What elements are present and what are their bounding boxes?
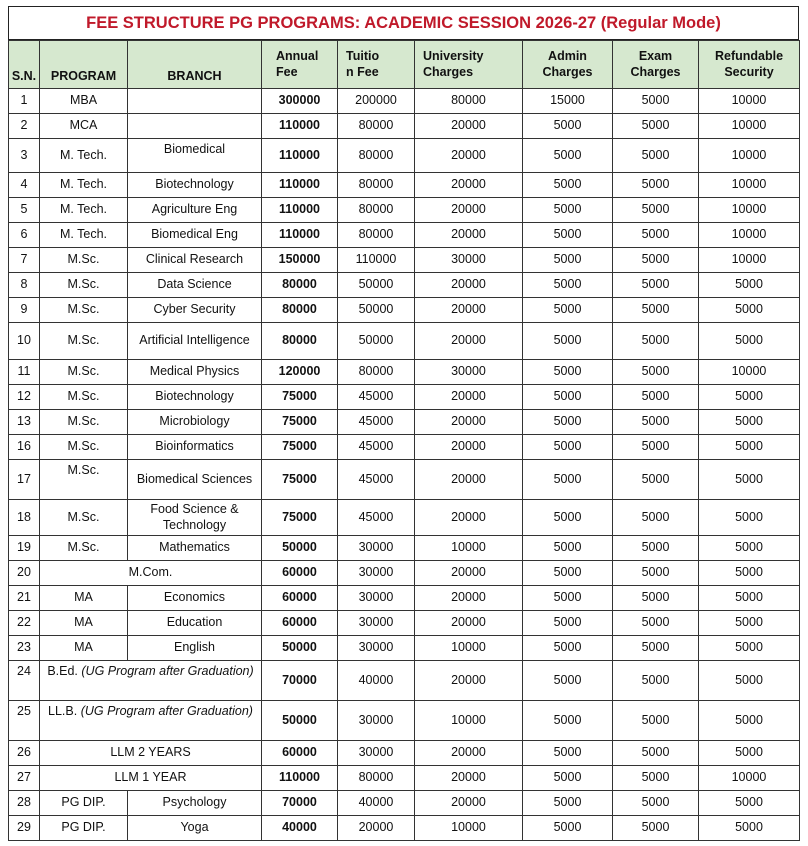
tuition-fee-cell: 80000 bbox=[338, 173, 415, 198]
program-cell: M.Sc. bbox=[40, 385, 128, 410]
admin-charges-cell: 5000 bbox=[523, 273, 613, 298]
branch-cell: Mathematics bbox=[128, 536, 262, 561]
sn-cell: 8 bbox=[9, 273, 40, 298]
university-charges-cell: 20000 bbox=[415, 741, 523, 766]
annual-fee-cell: 110000 bbox=[262, 114, 338, 139]
exam-charges-cell: 5000 bbox=[613, 248, 699, 273]
tuition-fee-cell: 80000 bbox=[338, 114, 415, 139]
tuition-fee-cell: 45000 bbox=[338, 500, 415, 536]
tuition-fee-cell: 80000 bbox=[338, 360, 415, 385]
program-cell bbox=[40, 741, 262, 766]
tuition-fee-cell: 45000 bbox=[338, 460, 415, 500]
branch-cell: Biomedical Sciences bbox=[128, 460, 262, 500]
annual-fee-cell: 110000 bbox=[262, 766, 338, 791]
exam-charges-cell: 5000 bbox=[613, 435, 699, 460]
exam-charges-cell: 5000 bbox=[613, 273, 699, 298]
sn-cell: 1 bbox=[9, 89, 40, 114]
program-cell: M.Sc. bbox=[40, 500, 128, 536]
sn-cell: 3 bbox=[9, 139, 40, 173]
program-cell: M.Sc. bbox=[40, 410, 128, 435]
table-row bbox=[9, 198, 800, 223]
branch-cell: Agriculture Eng bbox=[128, 198, 262, 223]
table-row bbox=[9, 460, 800, 500]
security-cell: 5000 bbox=[699, 323, 800, 360]
program-cell: M. Tech. bbox=[40, 139, 128, 173]
program-cell: M.Sc. bbox=[40, 360, 128, 385]
security-cell: 5000 bbox=[699, 435, 800, 460]
exam-charges-cell: 5000 bbox=[613, 139, 699, 173]
admin-charges-cell: 5000 bbox=[523, 173, 613, 198]
annual-fee-cell: 75000 bbox=[262, 410, 338, 435]
annual-fee-cell: 70000 bbox=[262, 791, 338, 816]
branch-cell: Data Science bbox=[128, 273, 262, 298]
tuition-fee-cell: 45000 bbox=[338, 410, 415, 435]
annual-fee-cell: 120000 bbox=[262, 360, 338, 385]
admin-charges-cell: 5000 bbox=[523, 701, 613, 741]
annual-fee-cell: 80000 bbox=[262, 273, 338, 298]
university-charges-cell: 20000 bbox=[415, 273, 523, 298]
sn-cell: 16 bbox=[9, 435, 40, 460]
program-cell: M.Sc. bbox=[40, 248, 128, 273]
program-cell: M.Sc. bbox=[40, 536, 128, 561]
branch-cell: Biotechnology bbox=[128, 173, 262, 198]
admin-charges-cell: 5000 bbox=[523, 223, 613, 248]
exam-charges-cell: 5000 bbox=[613, 636, 699, 661]
tuition-fee-cell: 30000 bbox=[338, 741, 415, 766]
university-charges-cell: 20000 bbox=[415, 223, 523, 248]
exam-charges-cell: 5000 bbox=[613, 360, 699, 385]
sn-cell: 28 bbox=[9, 791, 40, 816]
annual-fee-cell: 60000 bbox=[262, 561, 338, 586]
university-charges-cell: 20000 bbox=[415, 791, 523, 816]
admin-charges-cell: 5000 bbox=[523, 766, 613, 791]
branch-cell: Clinical Research bbox=[128, 248, 262, 273]
program-cell: M.Sc. bbox=[40, 460, 128, 500]
exam-charges-cell: 5000 bbox=[613, 460, 699, 500]
tuition-fee-cell: 30000 bbox=[338, 701, 415, 741]
table-row bbox=[9, 661, 800, 701]
branch-cell bbox=[128, 114, 262, 139]
branch-cell: Biomedical Eng bbox=[128, 223, 262, 248]
annual-fee-cell: 110000 bbox=[262, 198, 338, 223]
program-cell: PG DIP. bbox=[40, 791, 128, 816]
program-cell: M.Sc. bbox=[40, 323, 128, 360]
admin-charges-cell: 5000 bbox=[523, 114, 613, 139]
university-charges-cell: 20000 bbox=[415, 385, 523, 410]
sn-cell: 20 bbox=[9, 561, 40, 586]
fee-table bbox=[8, 40, 800, 841]
exam-charges-cell: 5000 bbox=[613, 766, 699, 791]
header-admin-charges: Admin Charges bbox=[523, 41, 613, 89]
sn-cell: 25 bbox=[9, 701, 40, 741]
annual-fee-cell: 110000 bbox=[262, 139, 338, 173]
university-charges-cell: 20000 bbox=[415, 460, 523, 500]
table-row bbox=[9, 500, 800, 536]
university-charges-cell: 20000 bbox=[415, 114, 523, 139]
security-cell: 10000 bbox=[699, 223, 800, 248]
table-row bbox=[9, 636, 800, 661]
program-cell: MBA bbox=[40, 89, 128, 114]
exam-charges-cell: 5000 bbox=[613, 385, 699, 410]
sn-cell: 13 bbox=[9, 410, 40, 435]
annual-fee-cell: 110000 bbox=[262, 173, 338, 198]
branch-cell: Artificial Intelligence bbox=[128, 323, 262, 360]
exam-charges-cell: 5000 bbox=[613, 89, 699, 114]
exam-charges-cell: 5000 bbox=[613, 586, 699, 611]
security-cell: 5000 bbox=[699, 536, 800, 561]
branch-cell: Cyber Security bbox=[128, 298, 262, 323]
table-row bbox=[9, 816, 800, 841]
branch-cell: Psychology bbox=[128, 791, 262, 816]
table-row bbox=[9, 701, 800, 741]
branch-cell: English bbox=[128, 636, 262, 661]
exam-charges-cell: 5000 bbox=[613, 791, 699, 816]
program-cell: MCA bbox=[40, 114, 128, 139]
program-cell: M.Sc. bbox=[40, 435, 128, 460]
sn-cell: 10 bbox=[9, 323, 40, 360]
annual-fee-cell: 60000 bbox=[262, 741, 338, 766]
admin-charges-cell: 5000 bbox=[523, 298, 613, 323]
exam-charges-cell: 5000 bbox=[613, 173, 699, 198]
university-charges-cell: 20000 bbox=[415, 298, 523, 323]
tuition-fee-cell: 80000 bbox=[338, 766, 415, 791]
university-charges-cell: 10000 bbox=[415, 636, 523, 661]
university-charges-cell: 10000 bbox=[415, 816, 523, 841]
security-cell: 5000 bbox=[699, 816, 800, 841]
header-tuition-fee: Tuitio n Fee bbox=[338, 41, 415, 89]
admin-charges-cell: 5000 bbox=[523, 460, 613, 500]
program-cell: M. Tech. bbox=[40, 223, 128, 248]
security-cell: 10000 bbox=[699, 198, 800, 223]
security-cell: 5000 bbox=[699, 561, 800, 586]
university-charges-cell: 30000 bbox=[415, 248, 523, 273]
branch-cell: Medical Physics bbox=[128, 360, 262, 385]
university-charges-cell: 20000 bbox=[415, 766, 523, 791]
admin-charges-cell: 5000 bbox=[523, 500, 613, 536]
table-row bbox=[9, 561, 800, 586]
admin-charges-cell: 5000 bbox=[523, 611, 613, 636]
branch-cell: Education bbox=[128, 611, 262, 636]
security-cell: 5000 bbox=[699, 701, 800, 741]
table-row bbox=[9, 298, 800, 323]
university-charges-cell: 20000 bbox=[415, 173, 523, 198]
university-charges-cell: 20000 bbox=[415, 139, 523, 173]
university-charges-cell: 20000 bbox=[415, 586, 523, 611]
security-cell: 10000 bbox=[699, 173, 800, 198]
university-charges-cell: 20000 bbox=[415, 500, 523, 536]
admin-charges-cell: 5000 bbox=[523, 636, 613, 661]
security-cell: 10000 bbox=[699, 139, 800, 173]
annual-fee-cell: 50000 bbox=[262, 701, 338, 741]
table-row bbox=[9, 766, 800, 791]
security-cell: 5000 bbox=[699, 611, 800, 636]
security-cell: 5000 bbox=[699, 586, 800, 611]
table-row bbox=[9, 248, 800, 273]
exam-charges-cell: 5000 bbox=[613, 114, 699, 139]
header-row bbox=[9, 41, 800, 89]
table-row bbox=[9, 323, 800, 360]
university-charges-cell: 10000 bbox=[415, 701, 523, 741]
annual-fee-cell: 110000 bbox=[262, 223, 338, 248]
program-cell: MA bbox=[40, 636, 128, 661]
tuition-fee-cell: 80000 bbox=[338, 139, 415, 173]
header-refundable-security: Refundable Security bbox=[699, 41, 800, 89]
tuition-fee-cell: 30000 bbox=[338, 586, 415, 611]
tuition-fee-cell: 30000 bbox=[338, 611, 415, 636]
admin-charges-cell: 5000 bbox=[523, 435, 613, 460]
branch-cell: Food Science & Technology bbox=[128, 500, 262, 536]
table-row bbox=[9, 410, 800, 435]
annual-fee-cell: 300000 bbox=[262, 89, 338, 114]
annual-fee-cell: 60000 bbox=[262, 611, 338, 636]
program-cell: MA bbox=[40, 586, 128, 611]
tuition-fee-cell: 30000 bbox=[338, 636, 415, 661]
admin-charges-cell: 5000 bbox=[523, 561, 613, 586]
admin-charges-cell: 5000 bbox=[523, 536, 613, 561]
sn-cell: 26 bbox=[9, 741, 40, 766]
security-cell: 5000 bbox=[699, 636, 800, 661]
university-charges-cell: 80000 bbox=[415, 89, 523, 114]
admin-charges-cell: 5000 bbox=[523, 816, 613, 841]
exam-charges-cell: 5000 bbox=[613, 410, 699, 435]
branch-cell: Economics bbox=[128, 586, 262, 611]
exam-charges-cell: 5000 bbox=[613, 323, 699, 360]
program-cell: M. Tech. bbox=[40, 173, 128, 198]
university-charges-cell: 20000 bbox=[415, 435, 523, 460]
tuition-fee-cell: 30000 bbox=[338, 536, 415, 561]
exam-charges-cell: 5000 bbox=[613, 661, 699, 701]
header-exam-charges: Exam Charges bbox=[613, 41, 699, 89]
university-charges-cell: 20000 bbox=[415, 611, 523, 636]
university-charges-cell: 20000 bbox=[415, 323, 523, 360]
program-cell: M. Tech. bbox=[40, 198, 128, 223]
annual-fee-cell: 60000 bbox=[262, 586, 338, 611]
table-row bbox=[9, 435, 800, 460]
annual-fee-cell: 75000 bbox=[262, 500, 338, 536]
annual-fee-cell: 75000 bbox=[262, 435, 338, 460]
annual-fee-cell: 150000 bbox=[262, 248, 338, 273]
header-program: PROGRAM bbox=[40, 41, 128, 89]
security-cell: 10000 bbox=[699, 89, 800, 114]
annual-fee-cell: 50000 bbox=[262, 536, 338, 561]
header-sn: S.N. bbox=[9, 41, 40, 89]
university-charges-cell: 10000 bbox=[415, 536, 523, 561]
sn-cell: 6 bbox=[9, 223, 40, 248]
table-row bbox=[9, 536, 800, 561]
branch-cell: Biomedical bbox=[128, 139, 262, 173]
exam-charges-cell: 5000 bbox=[613, 198, 699, 223]
header-branch: BRANCH bbox=[128, 41, 262, 89]
sn-cell: 29 bbox=[9, 816, 40, 841]
sn-cell: 9 bbox=[9, 298, 40, 323]
admin-charges-cell: 5000 bbox=[523, 661, 613, 701]
university-charges-cell: 20000 bbox=[415, 561, 523, 586]
sn-cell: 7 bbox=[9, 248, 40, 273]
annual-fee-cell: 75000 bbox=[262, 385, 338, 410]
tuition-fee-cell: 45000 bbox=[338, 435, 415, 460]
university-charges-cell: 30000 bbox=[415, 360, 523, 385]
annual-fee-cell: 80000 bbox=[262, 298, 338, 323]
header-annual-fee: Annual Fee bbox=[262, 41, 338, 89]
branch-cell: Yoga bbox=[128, 816, 262, 841]
sn-cell: 11 bbox=[9, 360, 40, 385]
admin-charges-cell: 5000 bbox=[523, 410, 613, 435]
tuition-fee-cell: 50000 bbox=[338, 323, 415, 360]
admin-charges-cell: 5000 bbox=[523, 741, 613, 766]
security-cell: 5000 bbox=[699, 410, 800, 435]
program-cell: MA bbox=[40, 611, 128, 636]
tuition-fee-cell: 110000 bbox=[338, 248, 415, 273]
sn-cell: 22 bbox=[9, 611, 40, 636]
exam-charges-cell: 5000 bbox=[613, 611, 699, 636]
program-note: (UG Program after Graduation) bbox=[81, 664, 254, 678]
branch-cell: Bioinformatics bbox=[128, 435, 262, 460]
exam-charges-cell: 5000 bbox=[613, 536, 699, 561]
sn-cell: 21 bbox=[9, 586, 40, 611]
admin-charges-cell: 5000 bbox=[523, 791, 613, 816]
tuition-fee-cell: 30000 bbox=[338, 561, 415, 586]
tuition-fee-cell: 45000 bbox=[338, 385, 415, 410]
tuition-fee-cell: 200000 bbox=[338, 89, 415, 114]
program-note: (UG Program after Graduation) bbox=[80, 704, 253, 718]
table-row bbox=[9, 586, 800, 611]
tuition-fee-cell: 50000 bbox=[338, 273, 415, 298]
sn-cell: 5 bbox=[9, 198, 40, 223]
tuition-fee-cell: 50000 bbox=[338, 298, 415, 323]
security-cell: 10000 bbox=[699, 360, 800, 385]
university-charges-cell: 20000 bbox=[415, 661, 523, 701]
annual-fee-cell: 75000 bbox=[262, 460, 338, 500]
program-cell bbox=[40, 701, 262, 741]
exam-charges-cell: 5000 bbox=[613, 500, 699, 536]
tuition-fee-cell: 20000 bbox=[338, 816, 415, 841]
program-cell bbox=[40, 766, 262, 791]
program-cell: M.Sc. bbox=[40, 273, 128, 298]
admin-charges-cell: 5000 bbox=[523, 586, 613, 611]
program-cell bbox=[40, 561, 262, 586]
security-cell: 10000 bbox=[699, 114, 800, 139]
sn-cell: 24 bbox=[9, 661, 40, 701]
program-name: LL.B. bbox=[48, 704, 78, 718]
program-name: LLM 1 YEAR bbox=[114, 770, 187, 785]
university-charges-cell: 20000 bbox=[415, 198, 523, 223]
exam-charges-cell: 5000 bbox=[613, 741, 699, 766]
sn-cell: 17 bbox=[9, 460, 40, 500]
table-row bbox=[9, 385, 800, 410]
table-row bbox=[9, 273, 800, 298]
tuition-fee-cell: 80000 bbox=[338, 223, 415, 248]
table-row bbox=[9, 89, 800, 114]
program-name: M.Com. bbox=[128, 565, 173, 580]
branch-cell: Microbiology bbox=[128, 410, 262, 435]
table-row bbox=[9, 173, 800, 198]
annual-fee-cell: 50000 bbox=[262, 636, 338, 661]
annual-fee-cell: 40000 bbox=[262, 816, 338, 841]
sn-cell: 18 bbox=[9, 500, 40, 536]
admin-charges-cell: 5000 bbox=[523, 385, 613, 410]
admin-charges-cell: 5000 bbox=[523, 139, 613, 173]
exam-charges-cell: 5000 bbox=[613, 223, 699, 248]
tuition-fee-cell: 80000 bbox=[338, 198, 415, 223]
security-cell: 5000 bbox=[699, 500, 800, 536]
security-cell: 5000 bbox=[699, 661, 800, 701]
tuition-fee-cell: 40000 bbox=[338, 791, 415, 816]
tuition-fee-cell: 40000 bbox=[338, 661, 415, 701]
header-university-charges: University Charges bbox=[415, 41, 523, 89]
table-row bbox=[9, 223, 800, 248]
admin-charges-cell: 15000 bbox=[523, 89, 613, 114]
branch-cell bbox=[128, 89, 262, 114]
sn-cell: 19 bbox=[9, 536, 40, 561]
program-name: LLM 2 YEARS bbox=[110, 745, 191, 760]
branch-cell: Biotechnology bbox=[128, 385, 262, 410]
sn-cell: 27 bbox=[9, 766, 40, 791]
program-name: B.Ed. bbox=[47, 664, 78, 678]
security-cell: 10000 bbox=[699, 248, 800, 273]
table-row bbox=[9, 611, 800, 636]
program-cell: M.Sc. bbox=[40, 298, 128, 323]
sn-cell: 23 bbox=[9, 636, 40, 661]
security-cell: 5000 bbox=[699, 791, 800, 816]
table-row bbox=[9, 791, 800, 816]
security-cell: 5000 bbox=[699, 273, 800, 298]
program-cell: PG DIP. bbox=[40, 816, 128, 841]
security-cell: 5000 bbox=[699, 385, 800, 410]
exam-charges-cell: 5000 bbox=[613, 701, 699, 741]
admin-charges-cell: 5000 bbox=[523, 323, 613, 360]
security-cell: 5000 bbox=[699, 298, 800, 323]
table-row bbox=[9, 360, 800, 385]
table-row bbox=[9, 114, 800, 139]
table-row bbox=[9, 139, 800, 173]
sn-cell: 12 bbox=[9, 385, 40, 410]
admin-charges-cell: 5000 bbox=[523, 248, 613, 273]
admin-charges-cell: 5000 bbox=[523, 360, 613, 385]
exam-charges-cell: 5000 bbox=[613, 816, 699, 841]
sn-cell: 4 bbox=[9, 173, 40, 198]
annual-fee-cell: 70000 bbox=[262, 661, 338, 701]
security-cell: 10000 bbox=[699, 766, 800, 791]
sn-cell: 2 bbox=[9, 114, 40, 139]
program-cell bbox=[40, 661, 262, 701]
admin-charges-cell: 5000 bbox=[523, 198, 613, 223]
exam-charges-cell: 5000 bbox=[613, 298, 699, 323]
security-cell: 5000 bbox=[699, 741, 800, 766]
table-row bbox=[9, 741, 800, 766]
university-charges-cell: 20000 bbox=[415, 410, 523, 435]
exam-charges-cell: 5000 bbox=[613, 561, 699, 586]
annual-fee-cell: 80000 bbox=[262, 323, 338, 360]
security-cell: 5000 bbox=[699, 460, 800, 500]
page-title: FEE STRUCTURE PG PROGRAMS: ACADEMIC SESSION 2026-27 (Regular Mode) bbox=[8, 6, 799, 40]
